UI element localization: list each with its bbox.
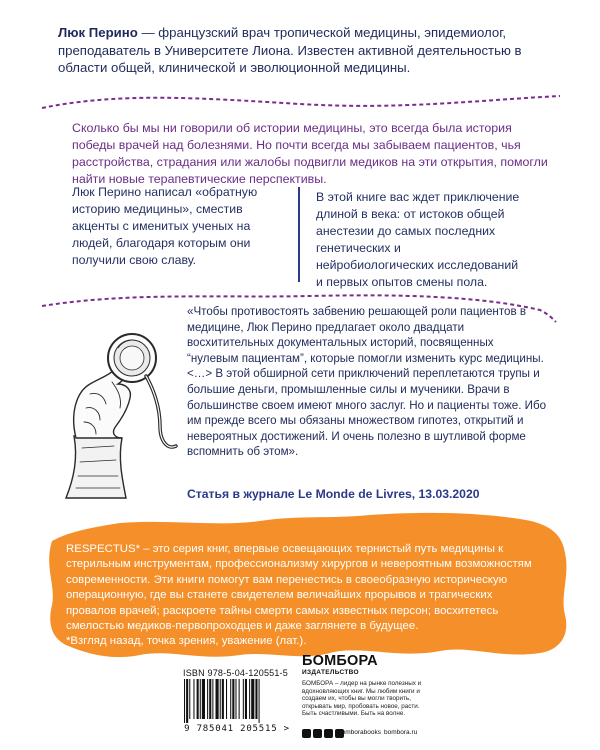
barcode-bar [235,679,236,719]
barcode-bar [216,679,219,719]
barcode-bar [189,679,190,719]
review-source: Статья в журнале Le Monde de Livres, 13.03.2020 [187,487,480,501]
publisher-description: БОМБОРА – лидер на рынке полезных и вдохновляющих книг. Мы любим книги и создаем их, чтобы вы могли творить, открывать мир, пробовать новое, расти. Быть счастливыми. Быть на волне. [302,680,422,718]
barcode-bar [245,679,247,719]
publisher-site[interactable]: bombora.ru [384,729,418,736]
barcode-bar [184,679,185,723]
barcode-bar [193,679,194,719]
column-left: Люк Перино написал «обратную историю медицины», сместив акценты с именитых ученых на людей, благодаря которым они получили свою славу. [72,185,258,267]
intro-paragraph: Сколько бы мы ни говорили об истории медицины, это всегда была история победы врачей над болезнями. Но почти всегда мы забываем пациентов, чья расстройства, страдания или жалобы подвигли медиков на эти открытия, помогли найти новые терапевтические перспективы. [72,121,548,186]
series-footnote: *Взгляд назад, точка зрения, уважение (лат.). [66,635,307,648]
column-divider [298,187,300,282]
series-main-text: RESPECTUS* – это серия книг, впервые освещающих тернистый путь медицины к стерильным инструментам, профессионализму хирургов и невероятным возможностям современности. Эти книги помогут вам перенестись в своеобразную историческую операционную, где вы станете свидетелем величайших прорывов и трагических провалов врачей; раскроете тайны смерти самых известных персон; восхитетесь смелостью медиков-первопроходцев и даже заглянете в будущее. [66,543,532,633]
social-handle[interactable]: bomborabooks [338,729,381,736]
barcode-bar [226,679,227,719]
barcode-bar [220,679,221,719]
author-bio [58,24,558,77]
author-name: Люк Перино [58,25,138,40]
isbn-label: ISBN 978-5-04-120551-5 [183,668,288,678]
publisher-subtitle: ИЗДАТЕЛЬСТВО [302,669,359,676]
barcode-bar [197,679,199,719]
barcode-bar [249,679,250,719]
review-quote: «Чтобы противостоять забвению решающей роли пациентов в медицине, Люк Перино предлагает около двадцати восхитительных документальных историй, посвященных “нулевым пациентам”, которые помогли изменить курс медицины. <…> В этой обширной сети приключений переплетаются трупы и большие деньги, промышленные силы и мученики. Врачи в большинстве своем имеют много заслуг. Но и пациенты тоже. Ибо им прежде всего мы обязаны множеством гипотез, открытий и невероятных достижений. И очень полезно в шутливой форме вспомнить об этом». [187,305,547,459]
barcode-bar [239,679,240,719]
barcode [182,679,290,723]
barcode-bar [259,679,260,723]
series-description [66,542,536,650]
barcode-bar [255,679,257,719]
barcode-bar [202,679,205,719]
social-telegram-icon[interactable] [324,729,333,738]
barcode-digits: 9 785041 205515 > [184,724,290,734]
wavy-divider-top [0,90,600,120]
author-bio-text: — французский врач тропической медицины, эпидемиолог, преподаватель в Университете Лиона. Известен активной деятельностью в области общей, клинической и эволюционной медицины. [58,25,522,75]
barcode-bar [243,679,244,719]
column-right: В этой книге вас ждет приключение длиной в века: от истоков общей анестезии до самых последних генетических и нейробиологических исследований и первых опытов смены пола. [316,190,520,289]
social-vk-icon[interactable] [302,729,311,738]
stethoscope-illustration [56,318,186,500]
barcode-bar [186,679,188,723]
barcode-bar [212,679,213,719]
barcode-bar [251,679,254,719]
barcode-bar [200,679,201,719]
barcode-bar [232,679,234,719]
barcode-bar [222,679,224,719]
barcode-bar [209,679,211,719]
publisher-logo: БОМБОРА [302,653,378,669]
barcode-bar [207,679,208,719]
barcode-bar [230,679,231,719]
social-instagram-icon[interactable] [313,729,322,738]
